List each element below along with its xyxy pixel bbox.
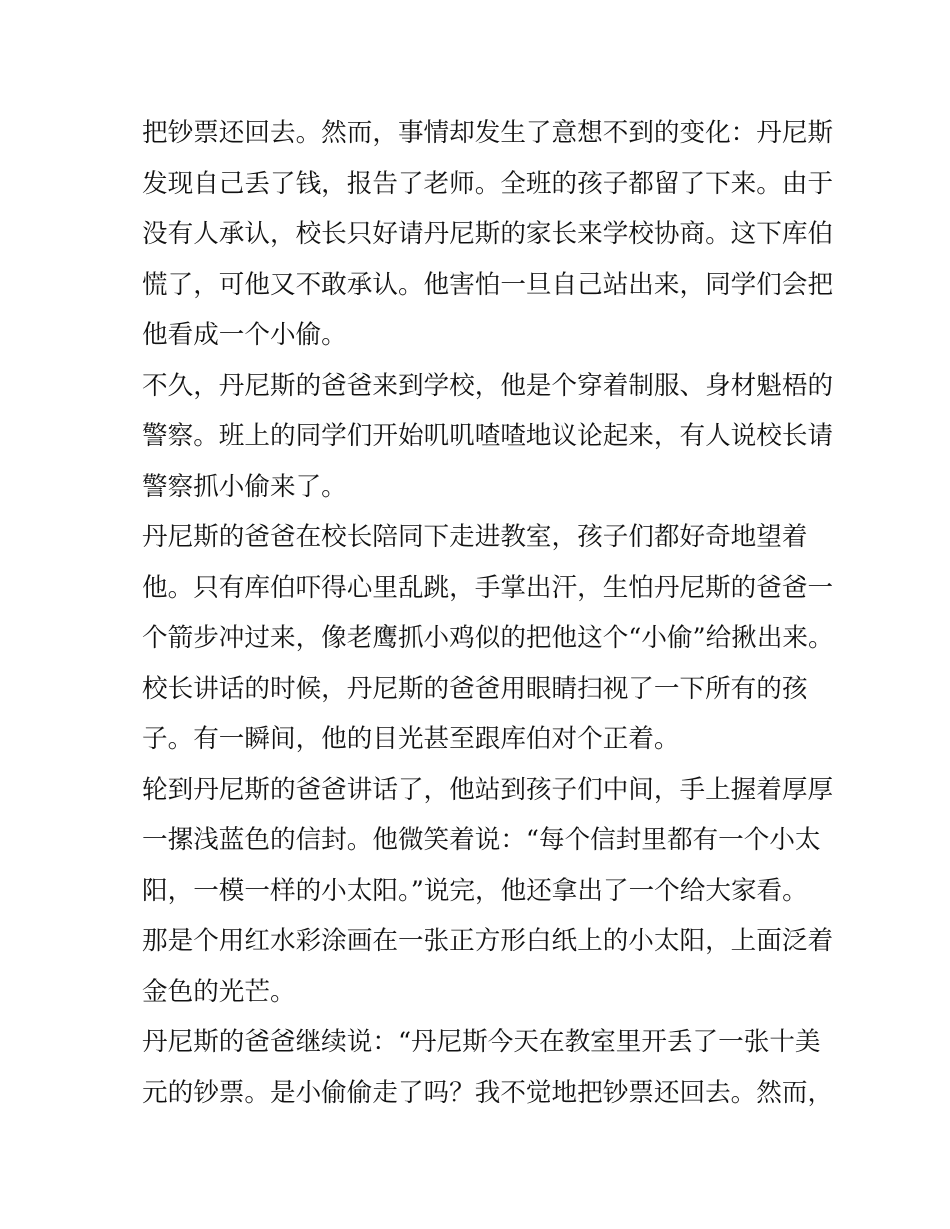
text-line: 不久，丹尼斯的爸爸来到学校，他是个穿着制服、身材魁梧的 xyxy=(142,370,834,401)
text-line: 他看成一个小偷。 xyxy=(142,320,347,350)
text-line: 个箭步冲过来，像老鹰抓小鸡似的把他这个“小偷”给揪出来。 xyxy=(142,623,834,653)
text-line: 元的钞票。是小偷偷走了吗？我不觉地把钞票还回去。然而， xyxy=(142,1077,834,1108)
text-line: 他。只有库伯吓得心里乱跳，手掌出汗，生怕丹尼斯的爸爸一 xyxy=(142,572,834,603)
text-line: 警察抓小偷来了。 xyxy=(142,471,347,502)
text-line: 丹尼斯的爸爸在校长陪同下走进教室，孩子们都好奇地望着 xyxy=(142,522,808,552)
body-text xyxy=(142,108,834,1118)
text-line: 一摞浅蓝色的信封。他微笑着说：“每个信封里都有一个小太 xyxy=(142,825,821,855)
text-line: 丹尼斯的爸爸继续说：“丹尼斯今天在教室里开丢了一张十美 xyxy=(142,1027,821,1057)
text-line: 轮到丹尼斯的爸爸讲话了，他站到孩子们中间，手上握着厚厚 xyxy=(142,774,834,805)
text-line: 那是个用红水彩涂画在一张正方形白纸上的小太阳，上面泛着 xyxy=(142,926,834,956)
text-line: 子。有一瞬间，他的目光甚至跟库伯对个正着。 xyxy=(142,724,680,754)
text-line: 校长讲话的时候，丹尼斯的爸爸用眼睛扫视了一下所有的孩 xyxy=(142,673,808,704)
text-line: 警察。班上的同学们开始叽叽喳喳地议论起来，有人说校长请 xyxy=(142,421,834,451)
text-line: 把钞票还回去。然而，事情却发生了意想不到的变化：丹尼斯 xyxy=(142,118,834,148)
text-line: 慌了，可他又不敢承认。他害怕一旦自己站出来，同学们会把 xyxy=(142,269,834,300)
text-line: 没有人承认，校长只好请丹尼斯的家长来学校协商。这下库伯 xyxy=(142,219,834,249)
text-line: 发现自己丢了钱，报告了老师。全班的孩子都留了下来。由于 xyxy=(142,168,834,199)
text-line: 金色的光芒。 xyxy=(142,976,296,1007)
text-line: 阳，一模一样的小太阳。”说完，他还拿出了一个给大家看。 xyxy=(142,875,808,906)
